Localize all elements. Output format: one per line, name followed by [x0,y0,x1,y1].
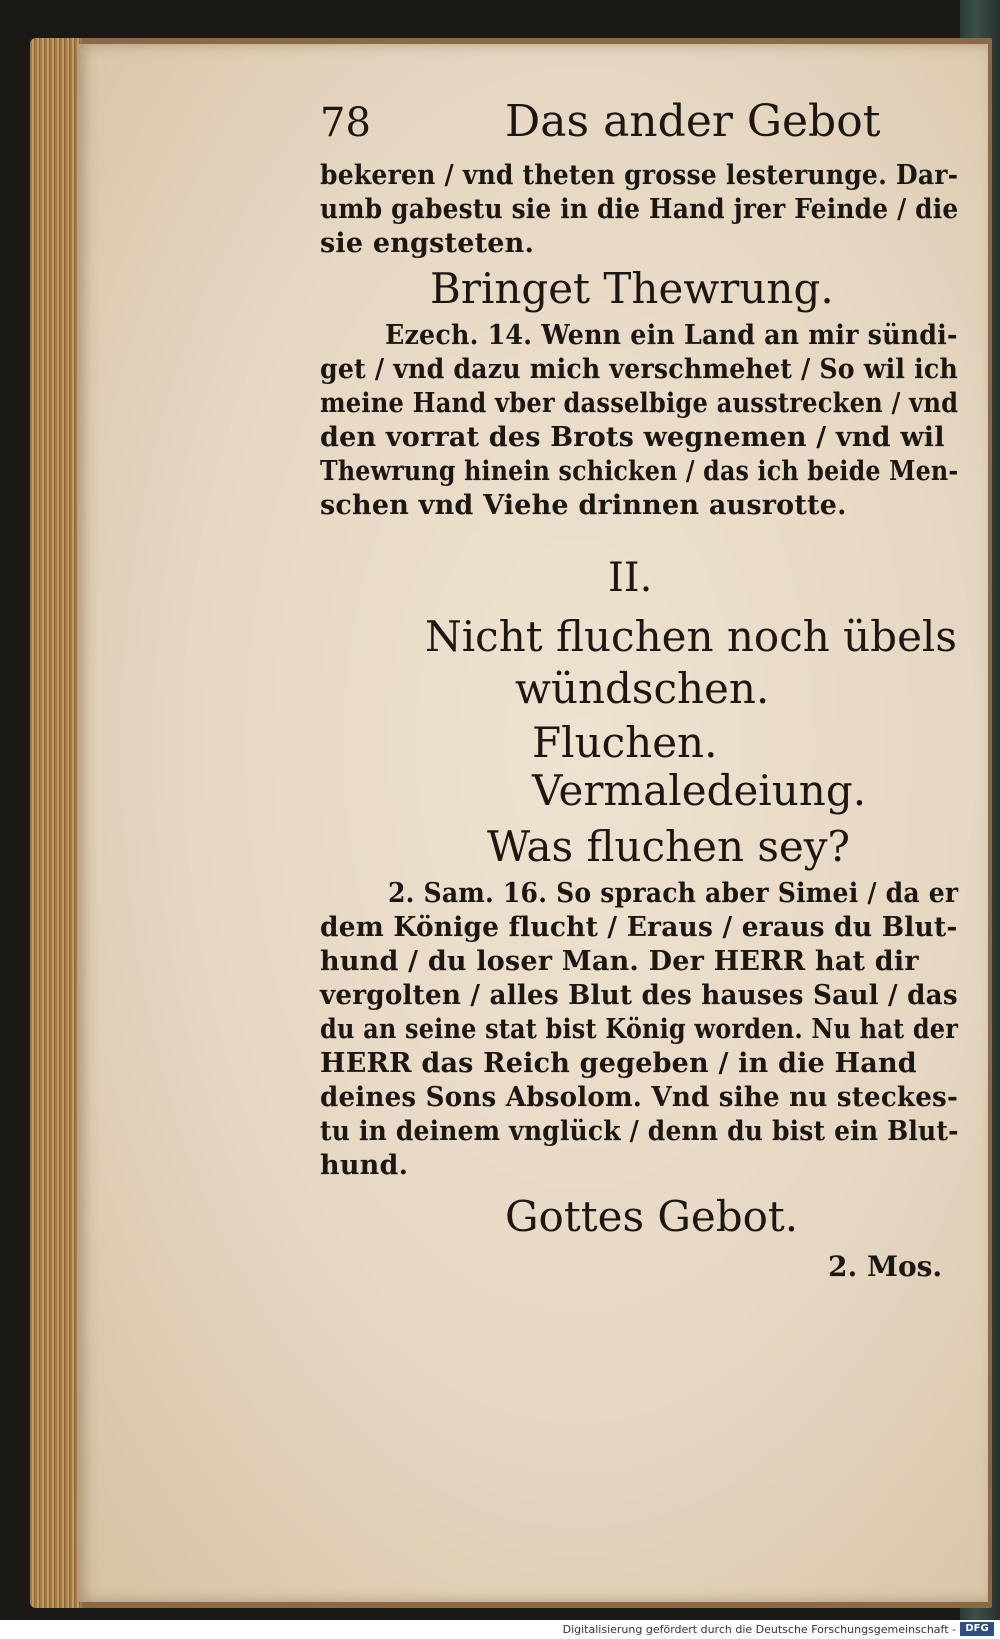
text-line: sie engsteten. [320,228,535,259]
text-line: bekeren / vnd theten grosse lesterunge. Dar- [320,160,959,191]
section-number: II. [608,555,653,601]
text-line: schen vnd Viehe drinnen ausrotte. [320,490,847,521]
text-line: Thewrung hinein schicken / das ich beide Men- [320,456,959,487]
text-line: umb gabestu sie in die Hand jrer Feinde / die [320,194,959,225]
page-number: 78 [320,100,371,146]
text-line: hund / du loser Man. Der HERR hat dir [320,946,919,977]
text-line: HERR das Reich gegeben / in die Hand [320,1048,917,1079]
text-line: hund. [320,1150,409,1181]
subheading: Vermaledeiung. [532,766,867,815]
page-fore-edge [30,38,82,1608]
subheading: Fluchen. [532,718,718,767]
subheading: Was fluchen sey? [487,822,851,871]
section-heading: Bringet Thewrung. [430,264,834,313]
text-line: Ezech. 14. Wenn ein Land an mir sündi- [385,320,958,351]
dfg-logo: DFG [960,1622,994,1636]
text-line: meine Hand vber dasselbige ausstrecken / vnd [320,388,959,419]
text-line: dem Könige flucht / Eraus / eraus du Blut- [320,912,958,943]
text-line: den vorrat des Brots wegnemen / vnd wil [320,422,945,453]
section-title-line-2: wündschen. [515,664,770,713]
text-line: get / vnd dazu mich verschmehet / So wil ich [320,354,958,385]
text-line: tu in deinem vnglück / denn du bist ein Blut- [320,1116,959,1147]
text-line: vergolten / alles Blut des hauses Saul / das [320,980,958,1011]
section-title-line-1: Nicht fluchen noch übels [425,612,957,661]
subheading: Gottes Gebot. [505,1192,799,1241]
text-line: du an seine stat bist König worden. Nu hat der [320,1014,959,1045]
funding-credit: Digitalisierung gefördert durch die Deutsche Forschungsgemeinschaft - [562,1623,956,1636]
text-line: deines Sons Absolom. Vnd sihe nu steckes- [320,1082,959,1113]
catchword: 2. Mos. [828,1250,943,1283]
text-line: 2. Sam. 16. So sprach aber Simei / da er [388,878,959,909]
running-head: Das ander Gebot [505,96,881,147]
